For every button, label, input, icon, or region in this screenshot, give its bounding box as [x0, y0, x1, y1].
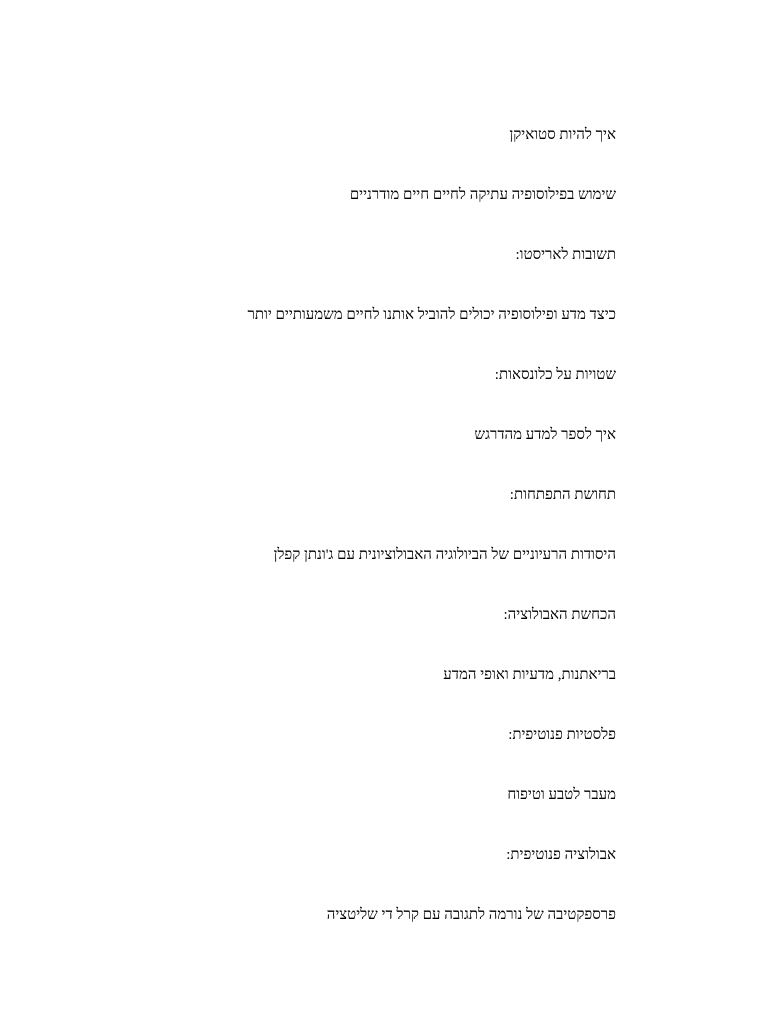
list-line: פלסטיות פנוטיפית: — [508, 727, 616, 743]
list-line: כיצד מדע ופילוסופיה יכולים להוביל אותנו לחיים משמעותיים יותר — [247, 307, 616, 323]
list-line: היסודות הרעיוניים של הביולוגיה האבולוציונית עם ג'ונתן קפלן — [273, 547, 616, 563]
list-line: אבולוציה פנוטיפית: — [506, 847, 616, 863]
list-line: פרספקטיבה של נורמה לתגובה עם קרל די שליטציה — [326, 907, 616, 923]
list-line: תשובות לאריסטו: — [515, 247, 616, 263]
list-line: תחושת התפתחות: — [509, 487, 616, 503]
list-line: מעבר לטבע וטיפוח — [507, 787, 616, 803]
list-line: שטויות על כלונסאות: — [494, 367, 616, 383]
book-title-list — [146, 120, 616, 960]
list-line: הכחשת האבולוציה: — [503, 607, 616, 623]
list-line: איך לספר למדע מהדרגש — [474, 427, 616, 443]
list-line: בריאתנות, מדעיות ואופי המדע — [443, 667, 616, 683]
list-line: שימוש בפילוסופיה עתיקה לחיים חיים מודרניים — [349, 187, 616, 203]
list-line: איך להיות סטואיקן — [509, 127, 616, 143]
